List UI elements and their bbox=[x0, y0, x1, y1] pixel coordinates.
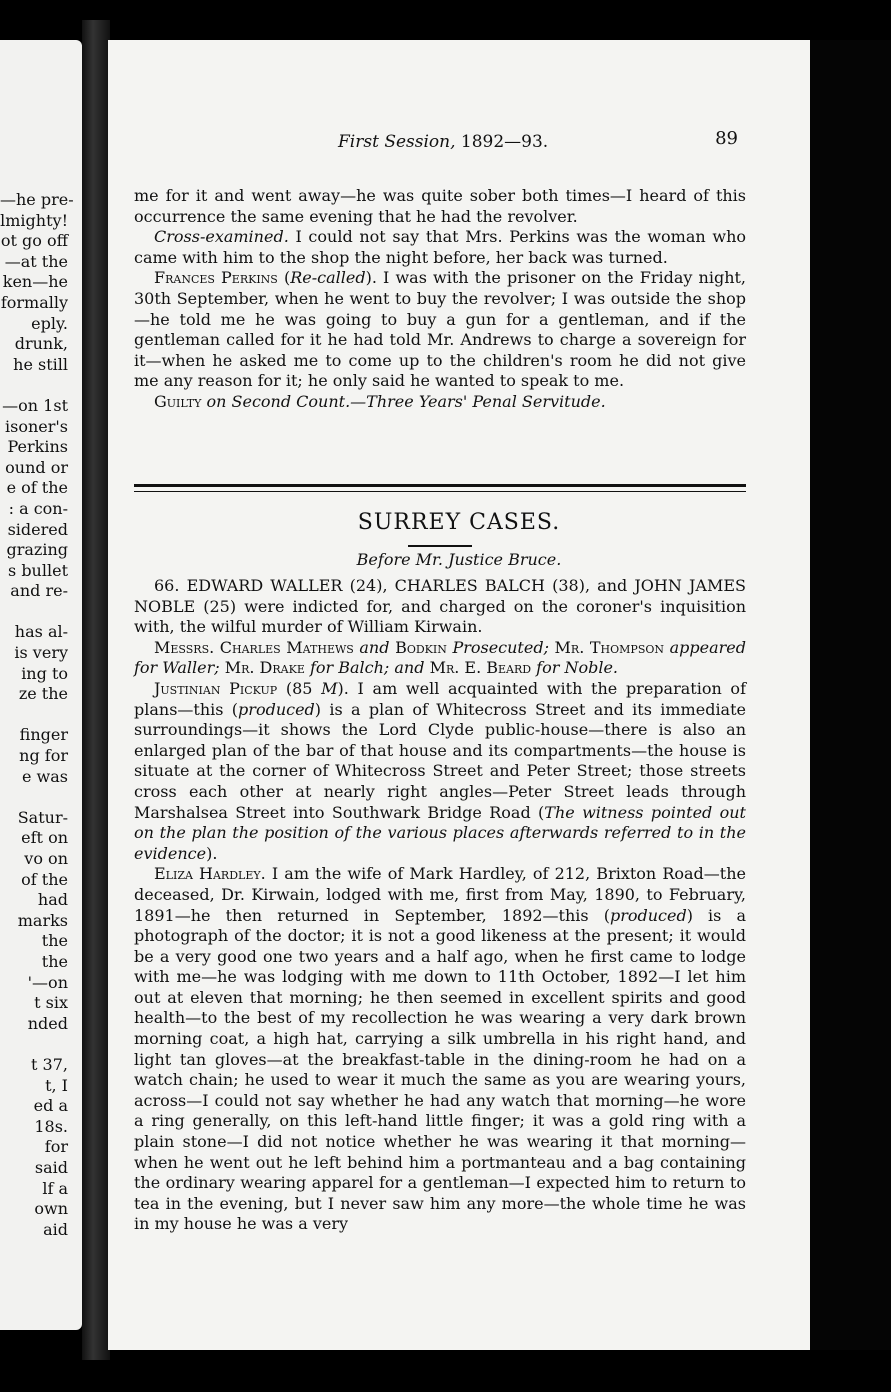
header-session-label: First Session, bbox=[338, 132, 456, 152]
left-page-line: ing to bbox=[21, 663, 68, 683]
left-page-line: eply. bbox=[31, 313, 68, 333]
witness-text: ). I was with the prisoner on the Friday night, 30th September, when he went to buy the revolver; I was outside the shop—he told me he was going to buy a gun for a gentleman, and if the gentleman called for it he had told Mr. Andrews to charge a sovereign for it—when he asked me to come up to the children's room he did not give me any reason for it; he only said he wanted to speak to me. bbox=[134, 268, 747, 391]
scan-border bbox=[810, 40, 891, 1350]
left-page-line: ot go off bbox=[0, 231, 68, 251]
left-page-line: : a con- bbox=[8, 498, 68, 518]
running-header bbox=[108, 128, 810, 158]
counsel-e: Mr. Thompson bbox=[554, 637, 665, 657]
counsel-d: Prosecuted; bbox=[446, 637, 555, 657]
cross-examination bbox=[134, 227, 746, 268]
case-66-text bbox=[134, 576, 746, 1235]
left-page-line: 18s. bbox=[34, 1116, 68, 1136]
left-page-line: s bullet bbox=[8, 560, 68, 580]
page-number: 89 bbox=[715, 128, 738, 149]
left-page-text bbox=[0, 190, 82, 1240]
left-page-line: of the bbox=[21, 869, 68, 889]
left-page-line: he still bbox=[13, 354, 68, 374]
left-page-line bbox=[0, 787, 82, 808]
left-page-line: the bbox=[41, 951, 68, 971]
witness-name: Eliza Hardley bbox=[154, 864, 261, 884]
witness-end: ). bbox=[206, 843, 218, 863]
left-page-line: e was bbox=[22, 766, 68, 786]
case-heading: 66. EDWARD WALLER (24), CHARLES BALCH (38), and JOHN JAMES NOBLE (25) were indicted for, and charged on the coroner's inquisition with, the wilful murder of William Kirwain. bbox=[134, 576, 746, 637]
recalled-label: Re-called bbox=[290, 268, 366, 288]
witness-name: Justinian Pickup bbox=[154, 678, 278, 698]
judge-line: Before Mr. Justice Bruce. bbox=[356, 550, 562, 569]
counsel-j: for Noble. bbox=[531, 658, 619, 678]
left-page-line: t six bbox=[34, 993, 68, 1013]
counsel-h: for Balch; and bbox=[304, 658, 430, 678]
witness-eliza-hardley bbox=[134, 864, 746, 1235]
witness-frances-perkins: Frances Perkins (Re-called). I was with the prisoner on the Friday night, 30th September, when he went to buy the revolver; I was outside the shop—he told me he was going to buy a gun for a gentleman, and if the gentleman called for it he had told Mr. Andrews to charge a sovereign for it—when he asked me to come up to the children's room he did not give me any reason for it; he only said he wanted to speak to me. bbox=[134, 268, 747, 391]
left-page-line: ze the bbox=[18, 684, 68, 704]
left-page-line: t, I bbox=[45, 1075, 68, 1095]
left-page-line: —at the bbox=[4, 251, 68, 271]
witness-text-b: ) is a plan of Whitecross Street and its immediate surroundings—it shows the Lord Clyde public-house—there is also an enlarged plan of the bar of that house and its compartments—the house is situate at the corner of Whitecross Street and Peter Street; those streets cross each other at nearly right angles—Peter Street leads through Marshalsea Street into Southwark Bridge Road ( bbox=[134, 699, 746, 822]
left-page-line bbox=[0, 1034, 82, 1055]
left-page-line: Satur- bbox=[17, 807, 68, 827]
title-underline bbox=[408, 545, 472, 547]
left-page-line bbox=[0, 375, 82, 396]
left-page-line: ound or bbox=[5, 457, 68, 477]
produced-label: produced bbox=[238, 699, 315, 719]
witness-justinian-pickup bbox=[134, 679, 746, 864]
header-years: 1892—93. bbox=[460, 132, 549, 152]
left-page-line: grazing bbox=[6, 540, 68, 560]
cross-examined-text: I could not say that Mrs. Perkins was the woman who came with him to the shop the night before, her back was turned. bbox=[134, 227, 746, 267]
witness-text-b: ) is a photograph of the doctor; it is not a good likeness at the present; it would be a very good one two years and a half ago, when he first came to lodge with me—he was lodging with me down to 11th October, 1892—I let him out at eleven that morning; he then seemed in excellent spirits and good health—to the best of my recollection he was wearing a very dark brown morning coat, a high hat, carrying a silk umbrella in his right hand, and light tan gloves—at the breakfast-table in the dining-room he had on a watch chain; he used to wear it much the same as you are wearing yours, across—I could not say whether he had any watch that morning—he wore a ring generally, on this left-hand little finger; it was a gold ring with a plain stone—I did not notice whether he was wearing it that morning—when he went out he left behind him a portmanteau and a bag containing the ordinary wearing apparel for a gentleman—I expected him to return to tea in the evening, but I never saw him any more—the whole time he was in my house he was a very bbox=[134, 905, 746, 1234]
left-page-line: aid bbox=[43, 1219, 68, 1239]
left-page-line: Perkins bbox=[7, 437, 68, 457]
counsel-line bbox=[134, 638, 746, 679]
counsel-i: Mr. E. Beard bbox=[429, 658, 532, 678]
main-page bbox=[108, 40, 810, 1350]
cross-examined-label: Cross-examined. bbox=[154, 227, 289, 247]
verdict bbox=[134, 392, 746, 413]
left-page-line: nded bbox=[27, 1013, 68, 1033]
left-page-line: ken—he bbox=[2, 272, 68, 292]
witness-name: Frances Perkins bbox=[154, 268, 278, 288]
left-page-line: for bbox=[44, 1137, 68, 1157]
badge-open: (85 bbox=[277, 678, 322, 698]
section-title: SURREY CASES. bbox=[357, 510, 561, 535]
left-page-line: —on 1st bbox=[2, 395, 68, 415]
left-page-line: ed a bbox=[33, 1096, 68, 1116]
verdict-guilty: Guilty bbox=[154, 391, 202, 411]
left-page-line bbox=[0, 602, 82, 623]
left-page-line: e of the bbox=[6, 478, 68, 498]
counsel-b: and bbox=[353, 637, 396, 657]
left-page-line: —he pre- bbox=[0, 190, 74, 209]
left-page-line: lmighty! bbox=[0, 210, 68, 230]
counsel-a: Messrs. Charles Mathews bbox=[154, 637, 354, 657]
produced-label: produced bbox=[609, 905, 687, 925]
left-page-line: drunk, bbox=[14, 334, 68, 354]
left-page-line: eft on bbox=[21, 828, 68, 848]
section-rule-thick bbox=[134, 484, 746, 487]
left-page-line: t 37, bbox=[31, 1054, 68, 1074]
left-facing-page bbox=[0, 40, 82, 1330]
witness-note: The witness pointed out on the plan the position of the various places afterwards referred to in the evidence bbox=[134, 802, 746, 863]
book-gutter bbox=[82, 20, 110, 1360]
left-page-line: vo on bbox=[24, 849, 68, 868]
left-page-line: had bbox=[37, 890, 68, 910]
left-page-line: sidered bbox=[7, 519, 68, 539]
previous-case-text bbox=[134, 186, 746, 413]
left-page-line: and re- bbox=[10, 581, 68, 601]
left-page-line: formally bbox=[0, 292, 68, 312]
left-page-line: '—on bbox=[27, 972, 68, 992]
left-page-line bbox=[0, 705, 82, 726]
witness-text-a: . I am the wife of Mark Hardley, of 212, Brixton Road—the deceased, Dr. Kirwain, lodged with me, first from May, 1890, to February, 1891—he then returned in September, 1892—this ( bbox=[134, 864, 746, 925]
section-rule-thin bbox=[134, 491, 746, 492]
badge-letter: M bbox=[321, 678, 338, 698]
header-title bbox=[338, 132, 548, 152]
left-page-line: marks bbox=[17, 910, 68, 930]
counsel-g: Mr. Drake bbox=[224, 658, 305, 678]
left-page-line: is very bbox=[14, 643, 68, 663]
testimony-continuation: me for it and went away—he was quite sober both times—I heard of this occurrence the same evening that he had the revolver. bbox=[134, 186, 746, 226]
left-page-line: said bbox=[34, 1157, 68, 1177]
counsel-c: Bodkin bbox=[395, 637, 447, 657]
left-page-line: ng for bbox=[19, 746, 68, 766]
witness-text-a: ). I am well acquainted with the preparation of plans—this ( bbox=[134, 678, 746, 719]
left-page-line: has al- bbox=[14, 622, 68, 642]
counsel-f: appeared for Waller; bbox=[134, 637, 746, 678]
left-page-line: lf a bbox=[42, 1178, 68, 1198]
left-page-line: the bbox=[41, 931, 68, 951]
left-page-line: own bbox=[34, 1199, 68, 1219]
left-page-line: finger bbox=[19, 725, 68, 745]
left-page-line: isoner's bbox=[5, 416, 68, 436]
verdict-text: on Second Count.—Three Years' Penal Servitude. bbox=[201, 391, 606, 411]
